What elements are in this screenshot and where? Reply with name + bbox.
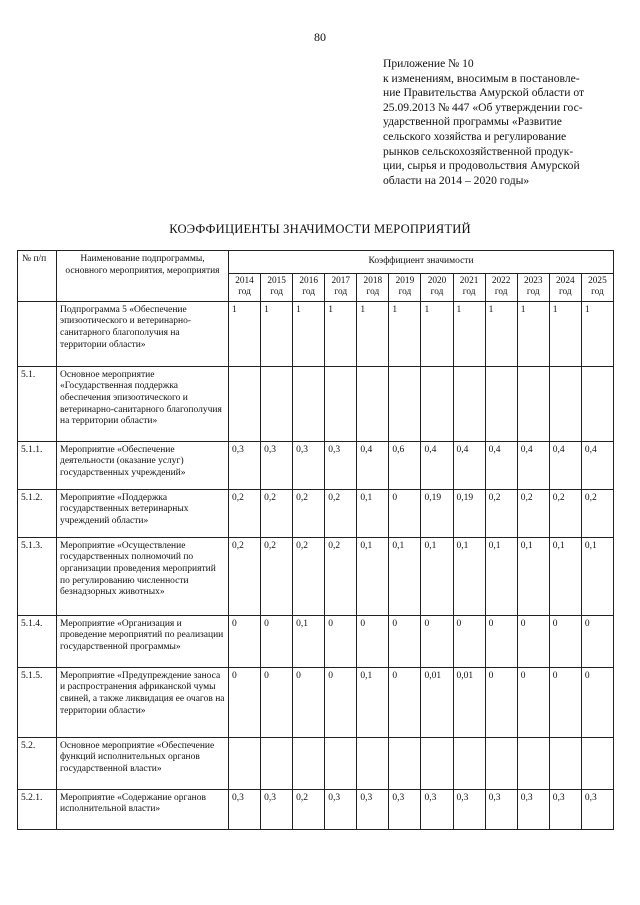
coefficient-cell: 0,2: [517, 489, 549, 537]
coefficient-cell: 1: [517, 301, 549, 366]
row-name: Мероприятие «Осуществление государственных полномочий по организации проведения мероприятий по регулированию численности безнадзорных животных»: [57, 537, 229, 615]
coefficient-cell: [261, 366, 293, 441]
coefficient-cell: 0,4: [581, 441, 613, 489]
header-coefficient: Коэффициент значимости: [229, 251, 614, 274]
appendix-line: 25.09.2013 № 447 «Об утверждении гос-: [383, 100, 583, 114]
year-suffix: год: [494, 287, 508, 298]
coefficient-cell: 0: [293, 667, 325, 737]
year-suffix: год: [238, 287, 251, 298]
coefficient-cell: 0,1: [357, 489, 389, 537]
coefficient-cell: 0: [325, 667, 357, 737]
coefficient-cell: 0,19: [421, 489, 453, 537]
coefficient-cell: 0,3: [421, 789, 453, 829]
coefficient-cell: 0,4: [549, 441, 581, 489]
coefficient-cell: 0: [485, 615, 517, 667]
row-number: [18, 301, 57, 366]
coefficient-cell: [357, 737, 389, 789]
coefficient-cell: 0,4: [517, 441, 549, 489]
coefficient-cell: 0,19: [453, 489, 485, 537]
appendix-note: [383, 57, 615, 188]
coefficient-cell: 1: [453, 301, 485, 366]
coefficient-cell: 0,3: [581, 789, 613, 829]
coefficient-cell: 0: [549, 667, 581, 737]
coefficient-cell: [485, 737, 517, 789]
coefficient-cell: 0: [581, 667, 613, 737]
coefficient-cell: 0: [229, 667, 261, 737]
table-header-row: [18, 251, 614, 274]
coefficient-cell: 0: [517, 667, 549, 737]
coefficient-cell: 0: [389, 615, 421, 667]
table-row: [18, 615, 614, 667]
coefficient-cell: 0,3: [325, 441, 357, 489]
year-label: 2025: [588, 275, 607, 286]
row-number: 5.1.2.: [18, 489, 57, 537]
coefficient-cell: [517, 737, 549, 789]
coefficient-cell: 0: [389, 667, 421, 737]
coefficient-cell: 0,3: [229, 789, 261, 829]
coefficient-cell: [581, 366, 613, 441]
appendix-line: области на 2014 – 2020 годы»: [383, 173, 530, 187]
year-label: 2017: [331, 275, 351, 286]
year-label: 2021: [459, 275, 479, 286]
coefficient-cell: 0,4: [485, 441, 517, 489]
coefficient-cell: 1: [421, 301, 453, 366]
year-suffix: год: [462, 287, 476, 298]
coefficient-cell: 1: [325, 301, 357, 366]
year-suffix: год: [591, 287, 604, 298]
appendix-line: ции, сырья и продовольствия Амурской: [383, 159, 580, 173]
coefficient-cell: 0,3: [549, 789, 581, 829]
coefficient-cell: [229, 366, 261, 441]
year-label: 2016: [299, 275, 318, 286]
row-name: Основное мероприятие «Обеспечение функций исполнительных органов государственной власти»: [57, 737, 229, 789]
coefficient-cell: 0,3: [293, 441, 325, 489]
page-number: 80: [314, 30, 326, 44]
coefficient-cell: 0,6: [389, 441, 421, 489]
year-header: [389, 273, 421, 301]
row-number: 5.2.: [18, 737, 57, 789]
year-header: [229, 273, 261, 301]
coefficient-cell: 1: [389, 301, 421, 366]
coefficient-cell: 0,2: [293, 789, 325, 829]
coefficient-cell: [325, 737, 357, 789]
coefficient-cell: 0,2: [325, 489, 357, 537]
coefficient-cell: [261, 737, 293, 789]
coefficient-cell: 0: [389, 489, 421, 537]
coefficient-cell: 0,2: [261, 537, 293, 615]
coefficient-cell: 0,3: [453, 789, 485, 829]
coefficient-cell: 0,1: [357, 537, 389, 615]
row-name: Мероприятие «Поддержка государственных ветеринарных учреждений области»: [57, 489, 229, 537]
coefficient-cell: 0,2: [293, 489, 325, 537]
coefficient-cell: 1: [229, 301, 261, 366]
coefficient-cell: 1: [581, 301, 613, 366]
header-num: № п/п: [18, 251, 57, 302]
row-name: Мероприятие «Организация и проведение мероприятий по реализации государственной программы»: [57, 615, 229, 667]
row-number: 5.1.4.: [18, 615, 57, 667]
coefficient-cell: 0,2: [293, 537, 325, 615]
coefficient-cell: 0: [421, 615, 453, 667]
year-label: 2019: [395, 275, 415, 286]
coefficient-cell: 0,4: [357, 441, 389, 489]
coefficient-cell: 0: [549, 615, 581, 667]
year-header: [517, 273, 549, 301]
year-suffix: год: [398, 287, 412, 298]
appendix-line: ние Правительства Амурской области от: [383, 86, 585, 100]
coefficient-cell: [421, 737, 453, 789]
coefficient-cell: [357, 366, 389, 441]
year-suffix: год: [366, 287, 380, 298]
table-row: [18, 441, 614, 489]
coefficient-cell: [581, 737, 613, 789]
coefficient-cell: [549, 366, 581, 441]
year-label: 2015: [267, 275, 286, 286]
coefficient-cell: [293, 366, 325, 441]
year-suffix: год: [430, 287, 444, 298]
row-name: Основное мероприятие «Государственная поддержка обеспечения эпизоотического и ветеринарно-санитарного благополучия на территории области»: [57, 366, 229, 441]
significance-table: [17, 250, 614, 830]
coefficient-cell: 0,3: [389, 789, 421, 829]
coefficient-cell: [549, 737, 581, 789]
coefficient-cell: 1: [293, 301, 325, 366]
appendix-line: ударственной программы «Развитие: [383, 115, 562, 129]
coefficient-cell: 0: [517, 615, 549, 667]
year-label: 2023: [523, 275, 543, 286]
coefficient-cell: [389, 737, 421, 789]
coefficient-cell: [453, 737, 485, 789]
coefficient-cell: 0: [485, 667, 517, 737]
coefficient-cell: 0,2: [325, 537, 357, 615]
coefficient-cell: 0,3: [517, 789, 549, 829]
coefficient-cell: 0,1: [293, 615, 325, 667]
coefficient-cell: 0,3: [485, 789, 517, 829]
coefficient-cell: 0,1: [485, 537, 517, 615]
year-suffix: год: [558, 287, 572, 298]
row-number: 5.1.1.: [18, 441, 57, 489]
year-label: 2022: [491, 275, 511, 286]
coefficient-cell: 0,3: [325, 789, 357, 829]
coefficient-cell: [325, 366, 357, 441]
appendix-line: к изменениям, вносимым в постановле-: [383, 71, 580, 85]
appendix-line: Приложение № 10: [383, 57, 474, 70]
coefficient-cell: [453, 366, 485, 441]
row-name: Подпрограмма 5 «Обеспечение эпизоотического и ветеринарно-санитарного благополучия на территории области»: [57, 301, 229, 366]
coefficient-cell: [293, 737, 325, 789]
coefficient-cell: 0,2: [485, 489, 517, 537]
appendix-line: рынков сельскохозяйственной продук-: [383, 144, 574, 158]
year-header: [581, 273, 613, 301]
coefficient-cell: [517, 366, 549, 441]
coefficient-cell: 0,4: [453, 441, 485, 489]
coefficient-cell: 0,1: [453, 537, 485, 615]
coefficient-cell: 0: [261, 667, 293, 737]
coefficient-cell: 0,1: [357, 667, 389, 737]
coefficient-cell: 1: [357, 301, 389, 366]
appendix-line: сельского хозяйства и регулирование: [383, 129, 567, 143]
table-row: [18, 737, 614, 789]
table-row: [18, 667, 614, 737]
row-number: 5.2.1.: [18, 789, 57, 829]
coefficient-cell: [229, 737, 261, 789]
year-label: 2014: [235, 275, 254, 286]
year-label: 2018: [363, 275, 383, 286]
coefficient-cell: [421, 366, 453, 441]
year-suffix: год: [302, 287, 316, 298]
table-row: [18, 789, 614, 829]
year-header: [485, 273, 517, 301]
coefficient-cell: 1: [261, 301, 293, 366]
coefficient-cell: 0,4: [421, 441, 453, 489]
table-row: [18, 537, 614, 615]
coefficient-cell: [485, 366, 517, 441]
year-label: 2020: [427, 275, 447, 286]
coefficient-cell: 0,3: [357, 789, 389, 829]
coefficient-cell: 0,2: [229, 489, 261, 537]
year-header: [325, 273, 357, 301]
coefficient-cell: 0,2: [229, 537, 261, 615]
row-name: Мероприятие «Содержание органов исполнительной власти»: [57, 789, 229, 829]
coefficient-cell: 0,3: [261, 441, 293, 489]
year-label: 2024: [556, 275, 575, 286]
coefficient-cell: 1: [485, 301, 517, 366]
coefficient-cell: 0: [357, 615, 389, 667]
header-name: Наименование подпрограммы, основного мероприятия, мероприятия: [57, 251, 229, 302]
coefficient-cell: 0,3: [229, 441, 261, 489]
row-number: 5.1.3.: [18, 537, 57, 615]
coefficient-cell: 0: [581, 615, 613, 667]
coefficient-cell: 0,01: [453, 667, 485, 737]
coefficient-cell: 0,1: [517, 537, 549, 615]
coefficient-cell: 0,2: [261, 489, 293, 537]
document-title: КОЭФФИЦИЕНТЫ ЗНАЧИМОСТИ МЕРОПРИЯТИЙ: [169, 222, 471, 236]
year-header: [293, 273, 325, 301]
year-header: [261, 273, 293, 301]
coefficient-cell: [389, 366, 421, 441]
coefficient-cell: 0: [261, 615, 293, 667]
coefficient-cell: 0,1: [389, 537, 421, 615]
year-header: [357, 273, 389, 301]
coefficient-cell: 0,2: [549, 489, 581, 537]
year-suffix: год: [334, 287, 348, 298]
coefficient-cell: 0: [453, 615, 485, 667]
coefficient-cell: 0,3: [261, 789, 293, 829]
coefficient-cell: 0: [229, 615, 261, 667]
year-header: [549, 273, 581, 301]
row-name: Мероприятие «Предупреждение заноса и распространения африканской чумы свиней, а также ликвидация ее очагов на территории области»: [57, 667, 229, 737]
row-number: 5.1.5.: [18, 667, 57, 737]
coefficient-cell: 0,1: [581, 537, 613, 615]
table-row: [18, 301, 614, 366]
coefficient-cell: 0,1: [549, 537, 581, 615]
coefficient-cell: 0,01: [421, 667, 453, 737]
coefficient-cell: 0,2: [581, 489, 613, 537]
year-header: [421, 273, 453, 301]
year-suffix: год: [270, 287, 283, 298]
table-row: [18, 489, 614, 537]
coefficient-cell: 0,1: [421, 537, 453, 615]
year-header: [453, 273, 485, 301]
coefficient-cell: 1: [549, 301, 581, 366]
row-number: 5.1.: [18, 366, 57, 441]
row-name: Мероприятие «Обеспечение деятельности (оказание услуг) государственных учреждений»: [57, 441, 229, 489]
coefficient-cell: 0: [325, 615, 357, 667]
table-row: [18, 366, 614, 441]
year-suffix: год: [526, 287, 540, 298]
